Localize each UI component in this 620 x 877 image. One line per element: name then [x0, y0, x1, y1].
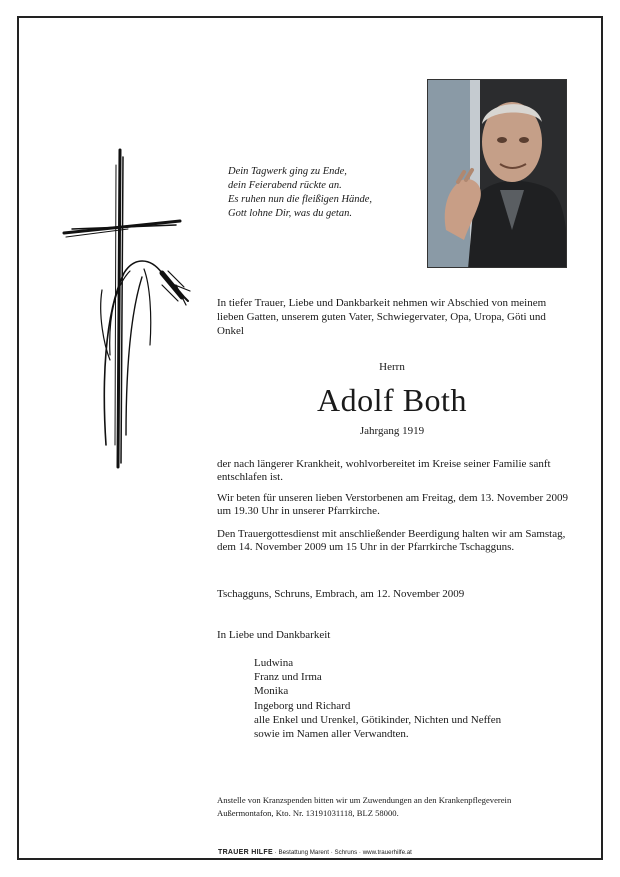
- mourners-list: [254, 656, 574, 741]
- mourner-item: sowie im Namen aller Verwandten.: [254, 728, 409, 741]
- prayer-paragraph: Wir beten für unseren lieben Verstorbenen am Freitag, dem 13. November 2009 um 19.30 Uhr in unserer Pfarrkirche.: [217, 492, 568, 517]
- passing-paragraph: der nach längerer Krankheit, wohlvorbereitet im Kreise seiner Familie sanft entschlafen ist.: [217, 458, 551, 483]
- place-date: Tschagguns, Schruns, Embrach, am 12. November 2009: [217, 588, 465, 600]
- deceased-name: Adolf Both: [317, 382, 467, 418]
- donation-note: Anstelle von Kranzspenden bitten wir um Zuwendungen an den Krankenpflegeverein Außermontafon, Kto. Nr. 13191031118, BLZ 58000.: [217, 795, 512, 818]
- poem-line: dein Feierabend rückte an.: [228, 180, 342, 191]
- mourner-item: alle Enkel und Urenkel, Götikinder, Nichten und Neffen: [254, 713, 502, 726]
- footer-text: · Bestattung Marent · Schruns · www.trauerhilfe.at: [274, 849, 412, 856]
- birth-year: Jahrgang 1919: [359, 425, 425, 437]
- footer: [218, 849, 412, 856]
- intro-text: In tiefer Trauer, Liebe und Dankbarkeit nehmen wir Abschied von meinem lieben Gatten, unserem guten Vater, Schwiegervater, Opa, Uropa, Göti und Onkel: [217, 297, 547, 337]
- poem-line: Es ruhen nun die fleißigen Hände,: [228, 194, 373, 205]
- mourner-item: Franz und Irma: [254, 671, 322, 684]
- cross-with-wheat-icon: [58, 145, 198, 475]
- love-line: In Liebe und Dankbarkeit: [217, 629, 331, 641]
- poem-line: Gott lohne Dir, was du getan.: [228, 208, 352, 219]
- funeral-paragraph: Den Trauergottesdienst mit anschließender Beerdigung halten wir am Samstag, dem 14. November 2009 um 15 Uhr in der Pfarrkirche Tschagguns.: [217, 528, 566, 553]
- portrait-photo: [427, 79, 567, 268]
- mourner-item: Monika: [254, 685, 289, 698]
- mourner-item: Ludwina: [254, 657, 294, 669]
- honorific: Herrn: [379, 361, 405, 373]
- footer-brand: TRAUER HILFE: [218, 849, 273, 856]
- poem: [228, 165, 418, 221]
- poem-line: Dein Tagwerk ging zu Ende,: [228, 166, 347, 177]
- mourner-item: Ingeborg und Richard: [254, 699, 351, 712]
